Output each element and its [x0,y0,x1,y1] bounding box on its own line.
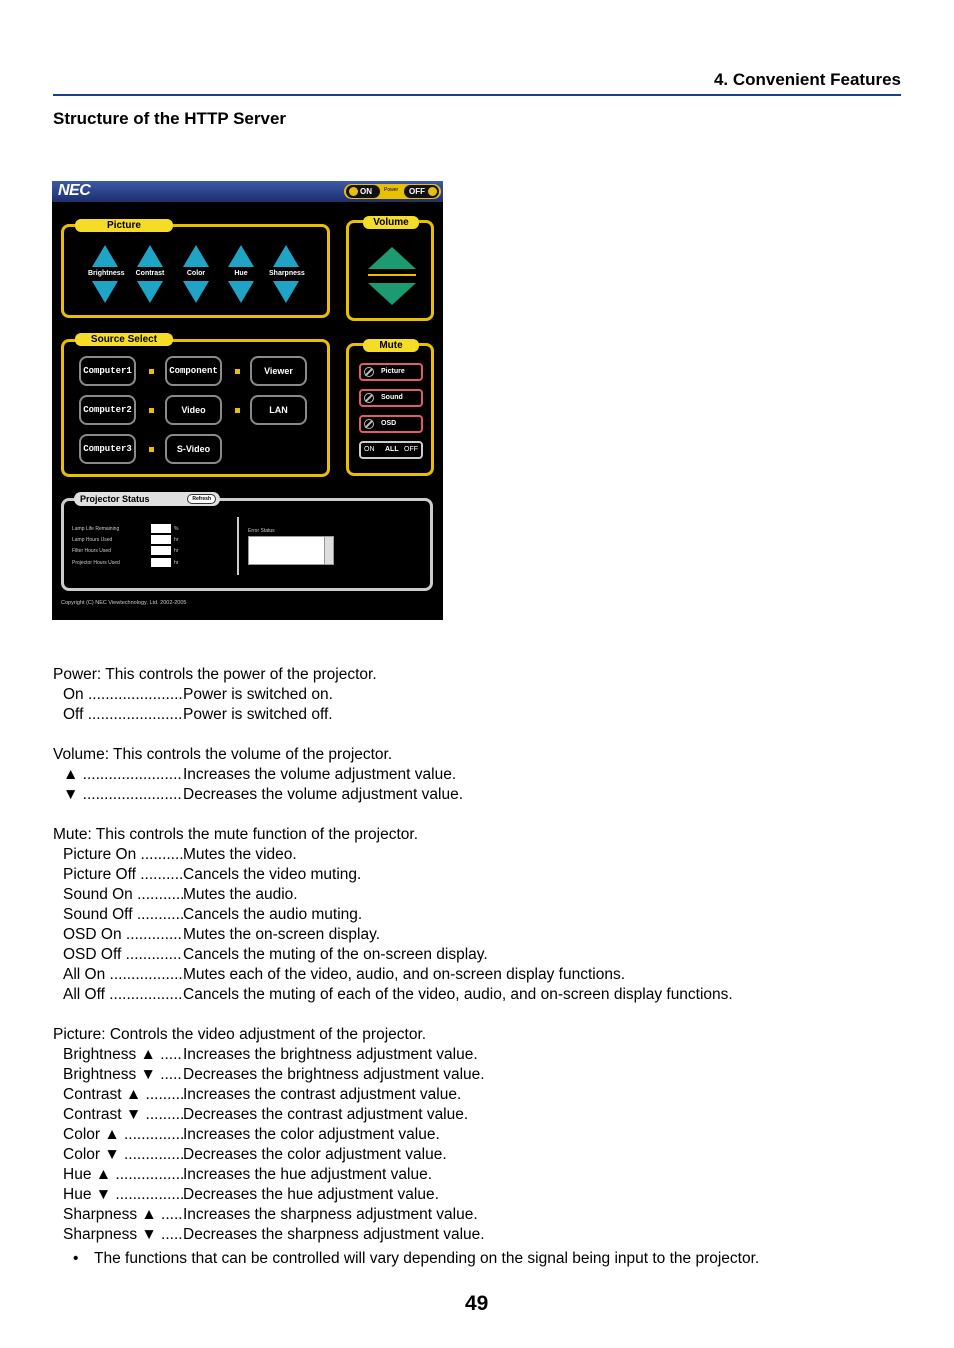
power-switch [344,184,441,199]
source-indicator [235,369,240,374]
contrast-down-icon[interactable] [137,281,163,303]
item-desc: Increases the contrast adjustment value. [183,1086,462,1103]
color-down-icon[interactable] [183,281,209,303]
item-key: OSD On ..... [63,925,183,945]
brightness-label: Brightness [88,270,125,277]
list-item [53,885,913,905]
power-label: Power [384,187,399,193]
list-item [53,845,913,865]
hue-down-icon[interactable] [228,281,254,303]
item-desc: Decreases the volume adjustment value. [183,786,464,803]
list-item [53,1105,913,1125]
item-desc: Decreases the color adjustment value. [183,1146,447,1163]
item-desc: Mutes the video. [183,846,297,863]
error-status-scrollbar[interactable] [324,537,333,564]
contrast-control [133,245,167,303]
item-desc: Increases the volume adjustment value. [183,766,457,783]
list-item [53,945,913,965]
brightness-control [88,245,125,303]
list-item [53,1085,913,1105]
item-key: Contrast ▼ ..... [63,1105,183,1125]
status-value-field [151,535,171,544]
mute-osd-button[interactable] [359,415,423,433]
item-desc: Mutes the on-screen display. [183,926,381,943]
chapter-title: 4. Convenient Features [713,70,901,89]
mute-picture-label: Picture [381,368,405,375]
panel-topbar [52,181,443,202]
item-desc: Cancels the video muting. [183,866,362,883]
list-item [53,1125,913,1145]
status-divider [237,517,239,575]
source-indicator [149,447,154,452]
status-value-field [151,546,171,555]
mute-all-toggle[interactable] [359,441,423,459]
item-desc: Decreases the hue adjustment value. [183,1186,439,1203]
source-video-button[interactable]: Video [165,395,222,425]
section-title: Structure of the HTTP Server [53,109,287,128]
item-key: ▼ ..... [63,785,183,805]
item-key: Hue ▼ ..... [63,1185,183,1205]
source-computer1-button[interactable]: Computer1 [79,356,136,386]
item-desc: Increases the brightness adjustment value. [183,1046,478,1063]
sharpness-down-icon[interactable] [273,281,299,303]
item-desc: Mutes the audio. [183,886,298,903]
contrast-label: Contrast [135,270,165,277]
item-desc: Power is switched on. [183,686,333,703]
item-desc: Increases the sharpness adjustment value. [183,1206,478,1223]
status-label: Lamp Hours Used [72,537,113,543]
list-item [53,1045,913,1065]
status-value-field [151,524,171,533]
mute-osd-label: OSD [381,420,397,427]
source-svideo-button[interactable]: S-Video [165,434,222,464]
list-item [53,905,913,925]
item-key: Contrast ▲ ..... [63,1085,183,1105]
http-server-panel [52,181,443,620]
header-rule [53,94,901,96]
mute-sound-button[interactable] [359,389,423,407]
sharpness-label: Sharpness [269,270,305,277]
source-indicator [149,408,154,413]
item-desc: Increases the hue adjustment value. [183,1166,433,1183]
status-unit: % [174,526,179,532]
nec-logo: NEC [58,182,91,199]
item-key: On ..... [63,685,183,705]
status-unit: hr [174,537,179,543]
prohibit-icon [364,367,374,377]
mute-all-on[interactable]: ON [364,446,375,453]
mute-all-off[interactable]: OFF [404,446,418,453]
item-key: ▲ ..... [63,765,183,785]
item-key: Sharpness ▼ ..... [63,1225,183,1245]
mute-section [53,825,913,1005]
source-select-tag: Source Select [75,333,173,346]
hue-up-icon[interactable] [228,245,254,267]
list-item [53,865,913,885]
sharpness-control [269,245,303,303]
sharpness-up-icon[interactable] [273,245,299,267]
item-key: Off ..... [63,705,183,725]
list-item [53,785,913,805]
source-lan-button[interactable]: LAN [250,395,307,425]
list-item [53,965,913,985]
item-key: Sharpness ▲ ..... [63,1205,183,1225]
color-up-icon[interactable] [183,245,209,267]
volume-heading: Volume: This controls the volume of the projector. [53,746,393,763]
color-label: Color [186,270,206,277]
list-item [53,1185,913,1205]
item-desc: Decreases the brightness adjustment value. [183,1066,485,1083]
item-key: Picture Off ..... [63,865,183,885]
mute-tag: Mute [363,339,419,352]
volume-tag: Volume [363,216,419,229]
status-label: Lamp Life Remaining [72,526,120,532]
item-key: Color ▼ ..... [63,1145,183,1165]
item-desc: Power is switched off. [183,706,333,723]
power-section [53,665,913,725]
list-item [53,1065,913,1085]
mute-heading: Mute: This controls the mute function of the projector. [53,826,419,843]
status-unit: hr [174,548,179,554]
brightness-down-icon[interactable] [92,281,118,303]
error-status-box [248,536,334,565]
status-label: Filter Hours Used [72,548,111,554]
item-key: Sound On ..... [63,885,183,905]
contrast-up-icon[interactable] [137,245,163,267]
item-key: Color ▲ ..... [63,1125,183,1145]
list-item [53,1145,913,1165]
color-control [179,245,213,303]
mute-sound-label: Sound [381,394,403,401]
picture-heading: Picture: Controls the video adjustment of the projector. [53,1026,427,1043]
error-status-label: Error Status [248,528,275,534]
list-item [53,1205,913,1225]
bullet-icon: • [73,1250,79,1267]
item-key: Picture On ..... [63,845,183,865]
source-viewer-button[interactable]: Viewer [250,356,307,386]
volume-section [53,745,913,805]
note-text: The functions that can be controlled will vary depending on the signal being input to the projector. [94,1250,760,1267]
description-body [53,665,913,1245]
projector-status-title: Projector Status [80,494,150,504]
list-item [53,925,913,945]
item-key: OSD Off ..... [63,945,183,965]
projector-status-tag [74,492,220,506]
source-computer3-button[interactable]: Computer3 [79,434,136,464]
item-desc: Mutes each of the video, audio, and on-screen display functions. [183,966,626,983]
volume-up-icon[interactable] [368,247,416,269]
mute-all-label: ALL [385,446,399,453]
volume-down-icon[interactable] [368,283,416,305]
item-desc: Decreases the contrast adjustment value. [183,1106,469,1123]
prohibit-icon [364,419,374,429]
hue-label: Hue [234,270,248,277]
volume-group [346,220,434,321]
item-desc: Cancels the muting of each of the video, audio, and on-screen display functions. [183,986,733,1003]
source-indicator [235,408,240,413]
picture-section [53,1025,913,1245]
status-value-field [151,558,171,567]
list-item [53,985,913,1005]
item-key: Sound Off ..... [63,905,183,925]
item-key: All On ..... [63,965,183,985]
picture-tag: Picture [75,219,173,232]
list-item [53,705,913,725]
projector-status-group [61,498,433,591]
source-computer2-button[interactable]: Computer2 [79,395,136,425]
item-desc: Cancels the muting of the on-screen display. [183,946,488,963]
hue-control [224,245,258,303]
item-desc: Decreases the sharpness adjustment value. [183,1226,485,1243]
source-component-button[interactable]: Component [165,356,222,386]
list-item [53,765,913,785]
brightness-up-icon[interactable] [92,245,118,267]
prohibit-icon [364,393,374,403]
page-number: 49 [465,1292,489,1315]
list-item [53,1225,913,1245]
status-unit: hr [174,560,179,566]
list-item [53,685,913,705]
power-heading: Power: This controls the power of the projector. [53,666,377,683]
power-on-button[interactable]: ON [346,185,380,198]
status-label: Projector Hours Used [72,560,120,566]
power-off-button[interactable]: OFF [404,185,439,198]
copyright: Copyright (C) NEC Viewtechnology, Ltd. 2002-2005 [61,600,187,606]
source-indicator [149,369,154,374]
mute-group [346,343,434,476]
item-key: Brightness ▲ ..... [63,1045,183,1065]
item-desc: Increases the color adjustment value. [183,1126,440,1143]
volume-divider [368,274,416,276]
item-key: Hue ▲ ..... [63,1165,183,1185]
list-item [53,1165,913,1185]
item-key: All Off ..... [63,985,183,1005]
item-key: Brightness ▼ ..... [63,1065,183,1085]
item-desc: Cancels the audio muting. [183,906,363,923]
mute-picture-button[interactable] [359,363,423,381]
refresh-button[interactable]: Refresh [187,494,216,504]
